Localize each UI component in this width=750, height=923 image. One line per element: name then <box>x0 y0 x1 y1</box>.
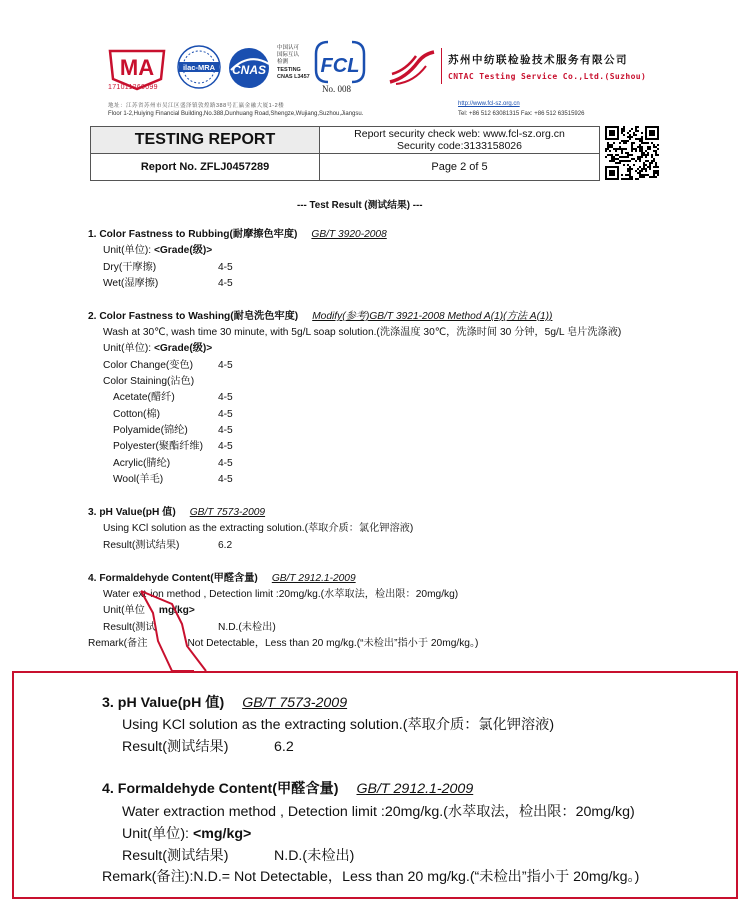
section-formaldehyde-heading <box>88 572 356 585</box>
zoom-ph-heading: 3. pH Value(pH 值) GB/T 7573-2009 <box>102 695 348 711</box>
svg-text:MA: MA <box>119 55 155 80</box>
zoom-formaldehyde-unit: Unit(单位): <mg/kg> <box>122 826 252 842</box>
section-rubbing-standard: GB/T 3920-2008 <box>311 229 387 240</box>
security-web: Report security check web: www.fcl-sz.org.cn <box>354 128 565 140</box>
page-number: Page 2 of 5 <box>320 154 600 181</box>
company-name-cn: 苏州中纺联检验技术服务有限公司 <box>448 54 628 66</box>
staining-row: Polyamide(锦纶) 4-5 <box>113 425 233 436</box>
formaldehyde-result-row: Result(测试 N.D.(未检出) <box>103 622 276 633</box>
section-ph-title: 3. pH Value(pH 值) <box>88 507 176 518</box>
section-formaldehyde-standard: GB/T 2912.1-2009 <box>271 573 356 584</box>
ilac-mra-logo <box>176 44 222 90</box>
header-divider <box>441 48 442 84</box>
website-link[interactable]: http://www.fcl-sz.org.cn <box>458 101 520 107</box>
section-washing-standard: Modify(参考)GB/T 3921-2008 Method A(1)(方法 A(1)) <box>312 311 553 322</box>
formaldehyde-method: Water ext ion method , Detection limit :20mg/kg.(水萃取法，检出限：20mg/kg) <box>103 589 459 600</box>
section-washing-title: 2. Color Fastness to Washing(耐皂洗色牢度) <box>88 311 299 322</box>
formaldehyde-unit: Unit(单位 mg/kg> <box>103 605 195 616</box>
svg-text:ilac-MRA: ilac-MRA <box>182 63 216 72</box>
ph-result-row: Result(测试结果) 6.2 <box>103 540 233 551</box>
staining-row: Cotton(棉) 4-5 <box>113 409 233 420</box>
zoom-ph-method: Using KCl solution as the extracting solution.(萃取介质：氯化钾溶液) <box>122 717 555 733</box>
test-result-title: --- Test Result (测试结果) --- <box>297 200 423 211</box>
fcl-number: No. 008 <box>322 84 351 94</box>
security-code: Security code:3133158026 <box>397 140 522 152</box>
section-ph-heading <box>88 506 265 519</box>
address-cn: 地址：江苏省苏州市吴江区盛泽镇敦煌路388号汇赢金融大厦1-2楼 <box>108 103 285 109</box>
ph-method: Using KCl solution as the extracting solution.(萃取介质：氯化钾溶液) <box>103 523 414 534</box>
zoom-formaldehyde-result: Result(测试结果) N.D.(未检出) <box>122 848 355 864</box>
company-name-en: CNTAC Testing Service Co.,Ltd.(Suzhou) <box>448 72 647 81</box>
address-en: Floor 1-2,Huiying Financial Building,No.388,Dunhuang Road,Shengze,Wujiang,Suzhou,Jiangsu. <box>108 111 364 117</box>
svg-text:CNAS: CNAS <box>231 63 267 77</box>
report-title: TESTING REPORT <box>91 127 320 154</box>
qr-code[interactable] <box>605 126 659 180</box>
rubbing-unit: Unit(单位): <Grade(级)> <box>103 245 213 256</box>
security-info <box>320 127 600 154</box>
color-change-row: Color Change(变色) 4-5 <box>103 360 233 371</box>
staining-row: Polyester(聚酯纤维) 4-5 <box>113 441 233 452</box>
section-rubbing-title: 1. Color Fastness to Rubbing(耐摩擦色牢度) <box>88 229 298 240</box>
cnas-caption: 中国认可 国际互认 检测 TESTING CNAS L3457 <box>277 45 310 80</box>
washing-condition: Wash at 30℃, wash time 30 minute, with 5g/L soap solution.(洗涤温度 30℃，洗涤时间 30 分钟，5g/L 皂片洗涤液) <box>103 327 622 338</box>
staining-row: Acetate(醋纤) 4-5 <box>113 392 233 403</box>
report-header-table <box>90 126 600 181</box>
cma-code: 171011260099 <box>108 84 158 91</box>
color-staining-label: Color Staining(沾色) <box>103 376 195 387</box>
report-number: Report No. ZFLJ0457289 <box>91 154 320 181</box>
zoom-ph-result: Result(测试结果) 6.2 <box>122 739 294 755</box>
cntac-logo <box>388 48 436 86</box>
staining-row: Wool(羊毛) 4-5 <box>113 474 233 485</box>
formaldehyde-remark: Remark(备注 Not Detectable，Less than 20 mg/kg.(“未检出”指小于 20mg/kg。) <box>88 638 479 649</box>
zoom-formaldehyde-remark: Remark(备注):N.D.= Not Detectable，Less than 20 mg/kg.(“未检出”指小于 20mg/kg。) <box>102 869 640 885</box>
zoom-formaldehyde-heading: 4. Formaldehyde Content(甲醛含量) GB/T 2912.1-2009 <box>102 781 474 797</box>
section-washing-heading <box>88 310 552 323</box>
section-rubbing-heading <box>88 228 387 241</box>
section-ph-standard: GB/T 7573-2009 <box>189 507 266 518</box>
section-formaldehyde-title: 4. Formaldehyde Content(甲醛含量) <box>88 573 258 584</box>
zoom-callout-box <box>12 671 738 899</box>
svg-text:FCL: FCL <box>320 55 360 77</box>
rubbing-row: Dry(干摩擦) 4-5 <box>103 262 233 273</box>
rubbing-row: Wet(湿摩擦) 4-5 <box>103 278 233 289</box>
washing-unit: Unit(单位): <Grade(级)> <box>103 343 213 354</box>
zoom-formaldehyde-method: Water extraction method , Detection limit :20mg/kg.(水萃取法，检出限：20mg/kg) <box>122 804 635 820</box>
tel-fax: Tel: +86 512 63081315 Fax: +86 512 63515926 <box>458 111 585 117</box>
cnas-logo <box>225 46 273 90</box>
staining-row: Acrylic(腈纶) 4-5 <box>113 458 233 469</box>
